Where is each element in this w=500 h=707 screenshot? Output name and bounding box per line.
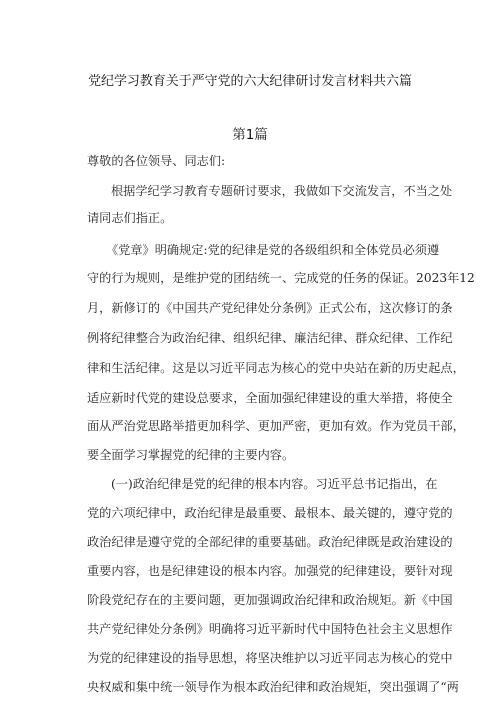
body-line: 月，新修订的《中国共产党纪律处分条例》正式公布，这次修订的条 <box>87 301 453 315</box>
body-line: 尊敬的各位领导、同志们: <box>87 154 226 168</box>
body-line: 面从严治党思路举措更加科学、更加严密，更加有效。作为党员干部， <box>87 419 465 433</box>
body-line: 请同志们指正。 <box>87 211 173 225</box>
body-line: 政治纪律是遵守党的全部纪律的重要基础。政治纪律既是政治建设的 <box>87 535 453 549</box>
body-line: 要全面学习掌握党的纪律的主要内容。 <box>87 448 295 462</box>
body-line: (一)政治纪律是党的纪律的根本内容。习近平总书记指出，在 <box>111 477 438 491</box>
body-line: 共产党纪律处分条例》明确将习近平新时代中国特色社会主义思想作 <box>87 622 453 636</box>
body-line: 守的行为规则，是维护党的团结统一、完成党的任务的保证。2023年12 <box>87 271 475 285</box>
body-line: 例将纪律整合为政治纪律、组织纪律、廉洁纪律、群众纪律、工作纪 <box>87 331 453 345</box>
body-line: 律和生活纪律。这是以习近平同志为核心的党中央站在新的历史起点， <box>87 361 465 375</box>
body-line: 为党的纪律建设的指导思想，将坚决维护以习近平同志为核心的党中 <box>87 651 453 665</box>
body-line: 央权威和集中统一领导作为根本政治纪律和政治规矩，突出强调了“两 <box>87 680 459 694</box>
body-line: 适应新时代党的建设总要求，全面加强纪律建设的重大举措，将使全 <box>87 391 453 405</box>
body-line: 阶段党纪存在的主要问题，更加强调政治纪律和政治规矩。新《中国 <box>87 593 453 607</box>
document-title: 党纪学习教育关于严守党的六大纪律研讨发言材料共六篇 <box>88 74 412 89</box>
body-line: 根据学纪学习教育专题研讨要求，我做如下交流发言，不当之处 <box>111 184 453 198</box>
body-line: 《党章》明确规定:党的纪律是党的各级组织和全体党员必须遵 <box>106 243 440 257</box>
body-line: 重要内容，也是纪律建设的根本内容。加强党的纪律建设，要针对现 <box>87 564 453 578</box>
body-line: 党的六项纪律中，政治纪律是最重要、最根本、最关键的，遵守党的 <box>87 506 453 520</box>
section-title: 第1篇 <box>232 127 268 143</box>
